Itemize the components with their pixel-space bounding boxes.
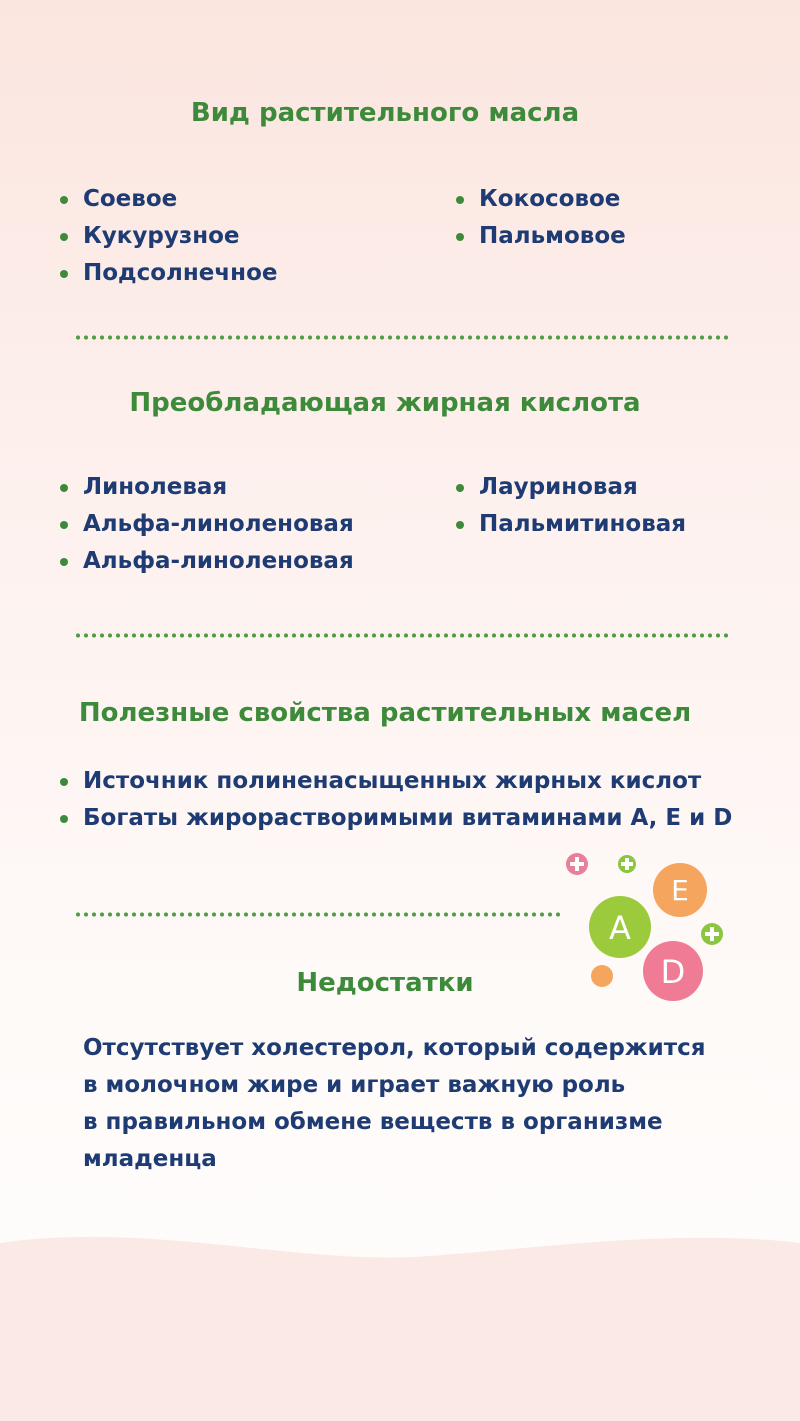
- bullet-icon: [456, 233, 464, 241]
- list-item: Линолевая: [60, 469, 354, 506]
- svg-text:E: E: [671, 874, 689, 907]
- list-item: Кокосовое: [456, 181, 626, 218]
- bullet-icon: [60, 558, 68, 566]
- plus-icon: [618, 855, 636, 873]
- list-item: Лауриновая: [456, 469, 686, 506]
- fatty-acid-list-right: [456, 469, 686, 543]
- list-item: Кукурузное: [60, 218, 277, 255]
- list-item: Пальмитиновая: [456, 506, 686, 543]
- bullet-icon: [60, 815, 68, 823]
- drawbacks-heading: Недостатки: [296, 968, 474, 998]
- bullet-icon: [60, 270, 68, 278]
- list-item: Альфа-линоленовая: [60, 543, 354, 580]
- oil-type-list-right: [456, 181, 626, 255]
- svg-text:A: A: [609, 909, 631, 947]
- drawbacks-line: в молочном жире и играет важную роль: [83, 1072, 626, 1098]
- dotted-divider: [74, 335, 730, 340]
- plus-icon: [701, 923, 723, 945]
- bullet-icon: [60, 521, 68, 529]
- bullet-icon: [60, 778, 68, 786]
- fatty-acid-list-left: [60, 469, 354, 580]
- vitamin-e-icon: [653, 863, 707, 917]
- drawbacks-line: в правильном обмене веществ в организме: [83, 1109, 663, 1135]
- benefits-heading: Полезные свойства растительных масел: [78, 698, 692, 728]
- list-item: Альфа-линоленовая: [60, 506, 354, 543]
- drawbacks-line: младенца: [83, 1146, 217, 1172]
- list-item: Соевое: [60, 181, 277, 218]
- list-item: Источник полиненасыщенных жирных кислот: [60, 763, 732, 800]
- svg-text:D: D: [660, 953, 686, 991]
- fatty-acid-heading: Преобладающая жирная кислота: [129, 388, 641, 418]
- list-item: Пальмовое: [456, 218, 626, 255]
- list-item: Подсолнечное: [60, 255, 277, 292]
- dotted-divider: [74, 912, 562, 917]
- bullet-icon: [60, 233, 68, 241]
- benefits-list: [60, 763, 732, 837]
- bullet-icon: [456, 521, 464, 529]
- drawbacks-text: [83, 1030, 723, 1178]
- bullet-icon: [456, 196, 464, 204]
- bullet-icon: [456, 484, 464, 492]
- vitamin-a-icon: [589, 896, 651, 958]
- bullet-icon: [60, 196, 68, 204]
- bullet-icon: [60, 484, 68, 492]
- bottom-wave: [0, 1221, 800, 1421]
- plus-icon: [566, 853, 588, 875]
- drawbacks-line: Отсутствует холестерол, который содержится: [83, 1035, 706, 1061]
- list-item: Богаты жирорастворимыми витаминами A, E и D: [60, 800, 732, 837]
- dotted-divider: [74, 633, 730, 638]
- oil-type-list-left: [60, 181, 277, 292]
- oil-type-heading: Вид растительного масла: [190, 98, 580, 128]
